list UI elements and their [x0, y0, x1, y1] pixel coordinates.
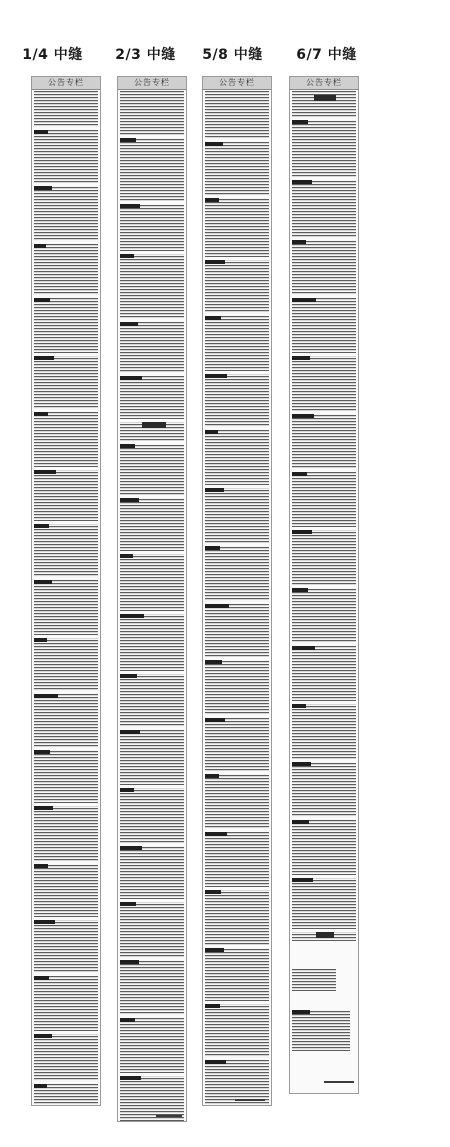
notice-text-block [120, 91, 184, 1121]
notice-column-3 [202, 76, 272, 1106]
notice-column-4 [289, 76, 359, 1094]
column-title-2: 2/3 中缝 [115, 47, 176, 63]
notice-column-1 [31, 76, 101, 1106]
notice-column-header: 公告专栏 [118, 77, 186, 90]
notice-text-block [292, 969, 336, 991]
notice-column-header: 公告专栏 [203, 77, 271, 90]
notice-text-block [292, 91, 356, 941]
column-title-3: 5/8 中缝 [202, 47, 263, 63]
notice-text-block [205, 91, 269, 1105]
column-title-1: 1/4 中缝 [22, 47, 83, 63]
notice-text-block [34, 91, 98, 1105]
column-title-4: 6/7 中缝 [296, 47, 357, 63]
notice-column-2 [117, 76, 187, 1122]
notice-text-block [292, 1011, 350, 1051]
notice-column-header: 公告专栏 [290, 77, 358, 90]
notice-column-header: 公告专栏 [32, 77, 100, 90]
